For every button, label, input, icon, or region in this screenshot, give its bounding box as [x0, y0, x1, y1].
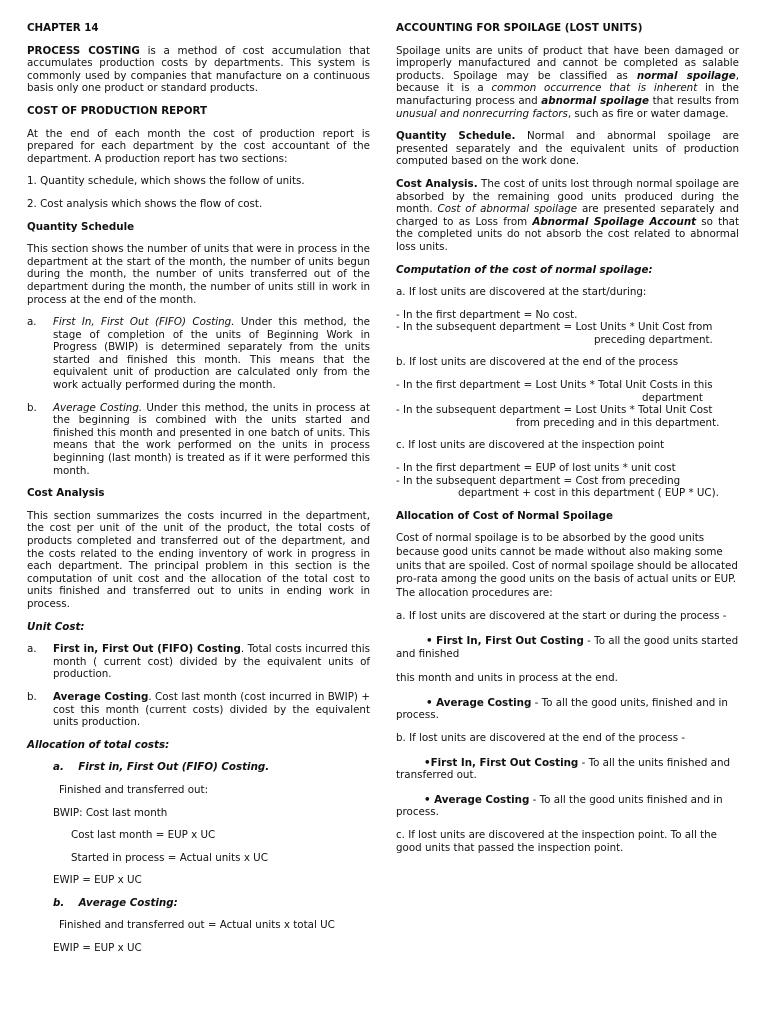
- right-column: [396, 22, 739, 854]
- spoilage-cost-analysis: Cost Analysis. The cost of units lost through normal spoilage are absorbed by the remaining good units produced during the month. Cost of abnormal spoilage are presented separately and charged to as Loss from Abnormal Spoilage Account so that the completed units do not absorb the cost related to abnormal loss units.: [396, 177, 739, 253]
- section-2: 2. Cost analysis which shows the flow of cost.: [27, 197, 263, 210]
- allocation-b-fifo: •First In, First Out Costing - To all the units finished and transferred out.: [396, 756, 731, 782]
- unit-cost-heading: Unit Cost:: [27, 620, 85, 633]
- started-in-process-line: Started in process = Actual units x UC: [71, 851, 268, 864]
- computation-heading: Computation of the cost of normal spoilage:: [396, 263, 653, 276]
- computation-b-subsequent: - In the subsequent department = Lost Units * Total Unit Cost: [396, 404, 713, 417]
- quantity-schedule-heading: Quantity Schedule: [27, 220, 135, 233]
- average-costing-item: b. Average Costing. Under this method, the units in process at the beginning is combined with the units started and finished this month and presented in one batch of units. This means that the work performed on the units in process beginning (last month) is treated as if it were performed this month.: [27, 401, 371, 477]
- ewip-fifo-line: EWIP = EUP x UC: [53, 874, 142, 887]
- finished-transferred-out-average: Finished and transferred out = Actual units x total UC: [59, 919, 335, 932]
- computation-a-subsequent: - In the subsequent department = Lost Units * Unit Cost from: [396, 321, 713, 334]
- allocation-case-c: c. If lost units are discovered at the inspection point. To all the good units that passed the inspection point.: [396, 828, 717, 854]
- computation-b-first: - In the first department = Lost Units * Total Unit Costs in this: [396, 379, 713, 392]
- allocation-normal-spoilage-paragraph: Cost of normal spoilage is to be absorbed by the good units because good units cannot be made without also making some units that are spoiled. Cost of normal spoilage should be allocated pro-rata among the good units on the basis of actual units or EUP. The allocation procedures are:: [396, 532, 738, 599]
- allocation-fifo-heading: a. First in, First Out (FIFO) Costing.: [53, 761, 270, 774]
- computation-c-subsequent-cont: department + cost in this department ( EUP * UC).: [458, 487, 719, 500]
- allocation-case-a: a. If lost units are discovered at the start or during the process -: [396, 610, 727, 623]
- ewip-average-line: EWIP = EUP x UC: [53, 942, 142, 955]
- section-1: 1. Quantity schedule, which shows the follow of units.: [27, 175, 305, 188]
- computation-c-first: - In the first department = EUP of lost units * unit cost: [396, 462, 676, 475]
- spoilage-quantity-schedule: Quantity Schedule. Normal and abnormal spoilage are presented separately and the equivalent units of production computed based on the work done.: [396, 130, 739, 168]
- computation-case-c: c. If lost units are discovered at the inspection point: [396, 439, 665, 452]
- allocation-average-heading: b. Average Costing:: [53, 896, 178, 909]
- allocation-a-average: • Average Costing - To all the good units, finished and in process.: [396, 696, 728, 722]
- unit-cost-average-item: b. Average Costing. Cost last month (cost incurred in BWIP) + cost this month (current costs) divided by the equivalent units production.: [27, 690, 370, 729]
- allocation-a-fifo-cont: this month and units in process at the end.: [396, 672, 618, 685]
- cost-analysis-heading: Cost Analysis: [27, 487, 105, 500]
- left-column: [27, 22, 370, 955]
- computation-case-a: a. If lost units are discovered at the start/during:: [396, 286, 647, 299]
- allocation-b-average: • Average Costing - To all the good units finished and in process.: [396, 793, 723, 819]
- cost-last-month-line: Cost last month = EUP x UC: [71, 829, 216, 842]
- cost-analysis-paragraph: This section summarizes the costs incurred in the department, the cost per unit of the unit of the product, the total costs of products completed and transferred out of the department, and the costs related to the ending inventory of work in progress in each department. The principal problem in this section is the computation of unit cost and the allocation of the total cost to units finished and transferred out to units in ending work in process.: [27, 509, 370, 610]
- spoilage-paragraph: Spoilage units are units of product that have been damaged or improperly manufactured and cannot be completed as salable products. Spoilage may be classified as normal spoilage, because it is a common occurrence that is inherent in the manufacturing process and abnormal spoilage that results from unusual and nonrecurring factors, such as fire or water damage.: [396, 44, 740, 120]
- unit-cost-fifo-item: a. First in, First Out (FIFO) Costing. Total costs incurred this month ( current cost) divided by the equivalent units of production.: [27, 643, 370, 681]
- cpr-heading: COST OF PRODUCTION REPORT: [27, 104, 207, 117]
- computation-a-first: - In the first department = No cost.: [396, 308, 578, 321]
- allocation-a-fifo: • First In, First Out Costing - To all the good units started and finished: [396, 634, 739, 660]
- computation-c-subsequent: - In the subsequent department = Cost from preceding: [396, 474, 681, 487]
- process-costing-paragraph: PROCESS COSTING is a method of cost accumulation that accumulates production costs by departments. This system is commonly used by companies that manufacture on a continuous basis only one product or standard products.: [27, 44, 370, 95]
- chapter-title: CHAPTER 14: [27, 22, 99, 34]
- computation-b-first-cont: department: [642, 391, 703, 404]
- spoilage-heading: ACCOUNTING FOR SPOILAGE (LOST UNITS): [396, 22, 643, 34]
- process-costing-term: PROCESS COSTING: [27, 44, 140, 57]
- computation-case-b: b. If lost units are discovered at the end of the process: [396, 356, 679, 369]
- allocation-total-costs-heading: Allocation of total costs:: [27, 738, 170, 751]
- allocation-case-b: b. If lost units are discovered at the end of the process -: [396, 731, 686, 744]
- bwip-line: BWIP: Cost last month: [53, 806, 168, 819]
- finished-transferred-out: Finished and transferred out:: [59, 783, 209, 796]
- fifo-costing-item: a. First In, First Out (FIFO) Costing. Under this method, the stage of completion of the units of Beginning Work in Progress (BWIP) is determined separately from the units started and finished this month. This means that the equivalent unit of production are calculated only from the work actually performed during the month.: [27, 316, 370, 392]
- cpr-paragraph: At the end of each month the cost of production report is prepared for each department by the cost accountant of the department. A production report has two sections:: [27, 127, 370, 165]
- allocation-normal-spoilage-heading: Allocation of Cost of Normal Spoilage: [396, 509, 613, 522]
- computation-b-subsequent-cont: from preceding and in this department.: [516, 416, 720, 429]
- quantity-schedule-paragraph: This section shows the number of units that were in process in the department at the start of the month, the number of units begun during the month, the number of units transferred out of the department during the month, the number of units still in work in process at the end of the month.: [27, 243, 370, 306]
- computation-a-subsequent-cont: preceding department.: [594, 333, 713, 346]
